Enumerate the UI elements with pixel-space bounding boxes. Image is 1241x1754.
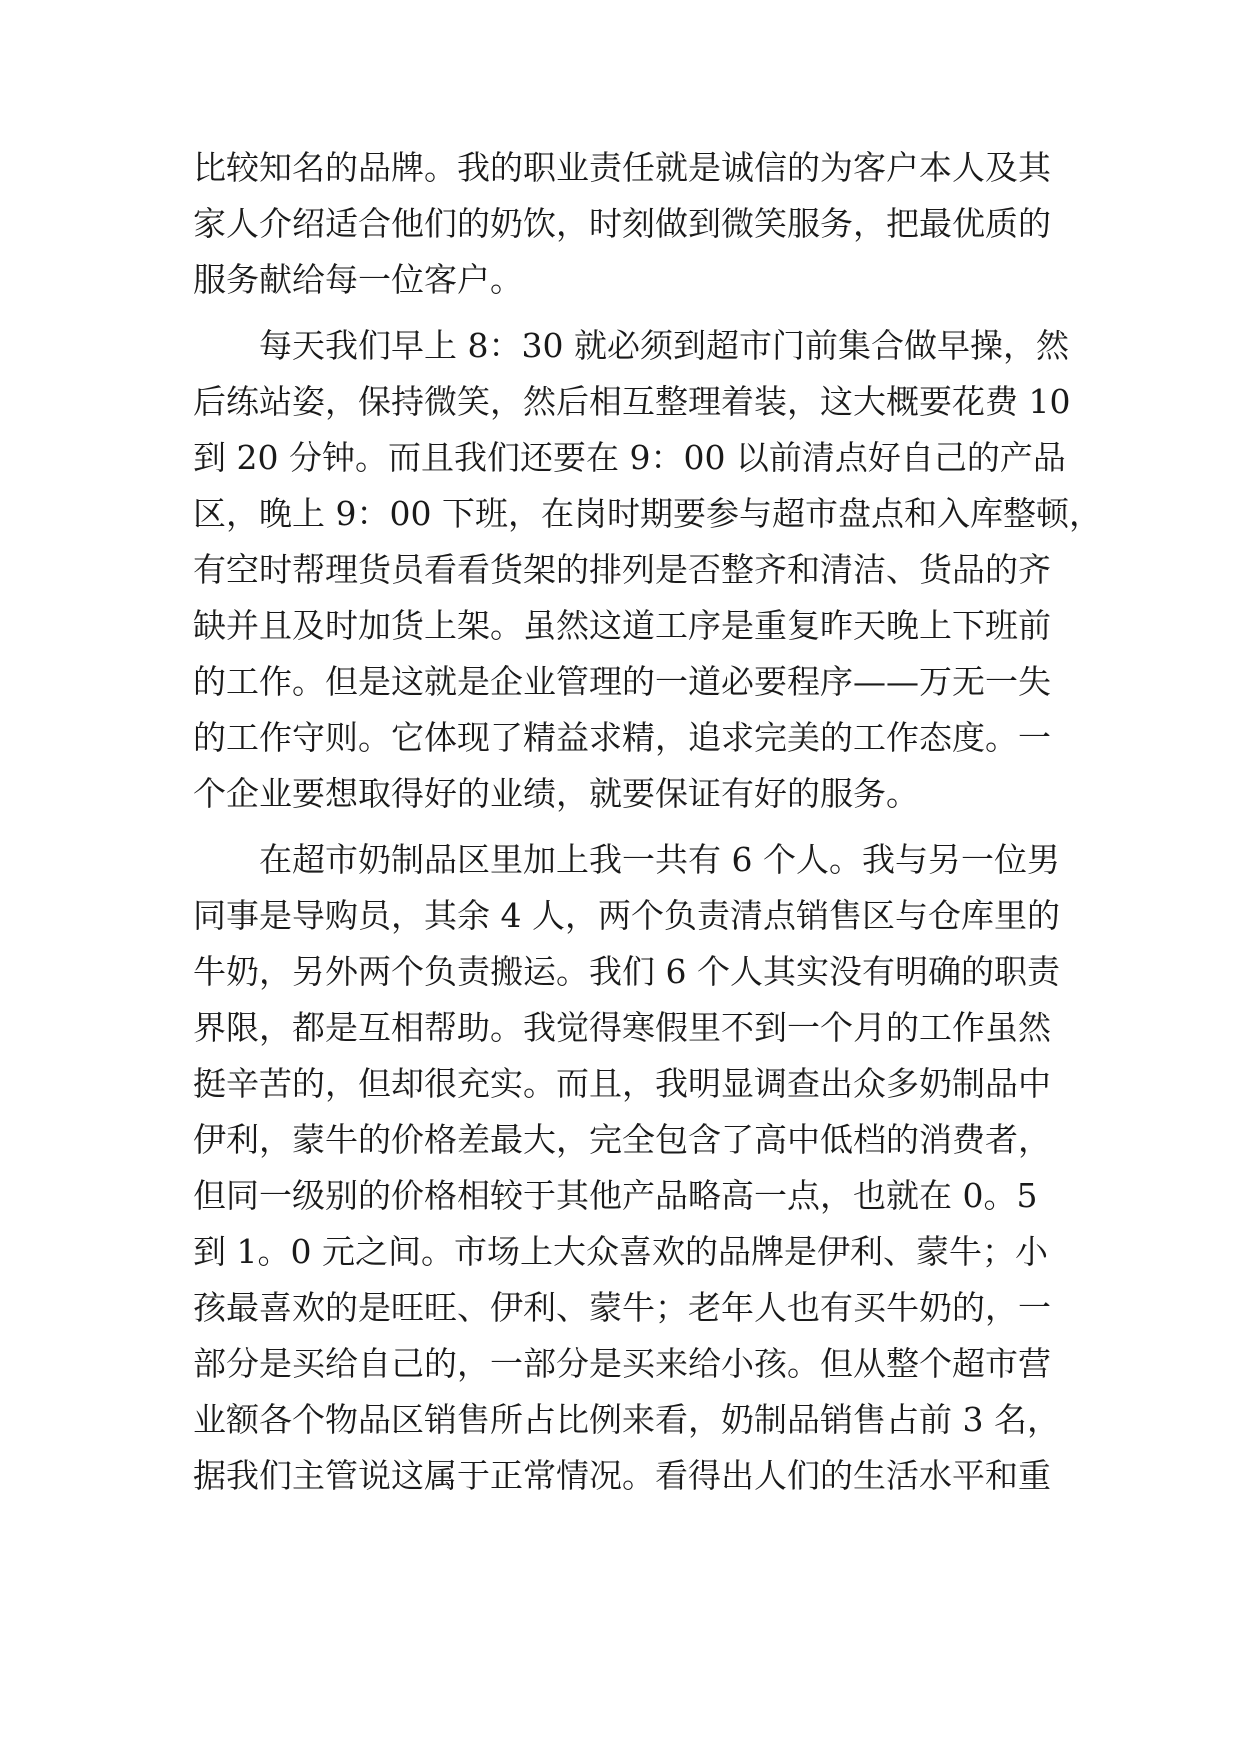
text-line: 比较知名的品牌。我的职业责任就是诚信的为客户本人及其 [193,148,1051,187]
text-line: 家人介绍适合他们的奶饮，时刻做到微笑服务，把最优质的 [193,204,1051,243]
paragraph-2 [193,318,1102,822]
text-line: 到 20 分钟。而且我们还要在 9：00 以前清点好自己的产品 [193,438,1066,477]
text-line: 到 1。0 元之间。市场上大众喜欢的品牌是伊利、蒙牛；小 [193,1232,1048,1271]
text-line: 牛奶，另外两个负责搬运。我们 6 个人其实没有明确的职责 [193,952,1060,991]
text-line: 部分是买给自己的，一部分是买来给小孩。但从整个超市营 [193,1344,1051,1383]
text-line: 孩最喜欢的是旺旺、伊利、蒙牛；老年人也有买牛奶的，一 [193,1288,1051,1327]
text-line: 同事是导购员，其余 4 人，两个负责清点销售区与仓库里的 [193,896,1060,935]
document-body [193,140,1102,1504]
paragraph-3 [193,832,1063,1504]
text-line: 每天我们早上 8：30 就必须到超市门前集合做早操，然 [259,326,1069,365]
text-line: 的工作守则。它体现了精益求精，追求完美的工作态度。一 [193,718,1051,757]
text-line: 伊利，蒙牛的价格差最大，完全包含了高中低档的消费者， [193,1120,1051,1159]
paragraph-1 [193,140,1063,308]
text-line: 缺并且及时加货上架。虽然这道工序是重复昨天晚上下班前 [193,606,1051,645]
text-line: 的工作。但是这就是企业管理的一道必要程序——万无一失 [193,662,1051,701]
text-line: 后练站姿，保持微笑，然后相互整理着装，这大概要花费 10 [193,382,1071,421]
text-line: 区，晚上 9：00 下班，在岗时期要参与超市盘点和入库整顿， [193,494,1102,533]
text-line: 有空时帮理货员看看货架的排列是否整齐和清洁、货品的齐 [193,550,1051,589]
text-line: 但同一级别的价格相较于其他产品略高一点，也就在 0。5 [193,1176,1038,1215]
text-line: 挺辛苦的，但却很充实。而且，我明显调查出众多奶制品中 [193,1064,1051,1103]
text-line: 服务献给每一位客户。 [193,260,523,299]
text-line: 界限，都是互相帮助。我觉得寒假里不到一个月的工作虽然 [193,1008,1051,1047]
text-line: 个企业要想取得好的业绩，就要保证有好的服务。 [193,774,919,813]
text-line: 在超市奶制品区里加上我一共有 6 个人。我与另一位男 [259,840,1060,879]
text-line: 据我们主管说这属于正常情况。看得出人们的生活水平和重 [193,1456,1051,1495]
text-line: 业额各个物品区销售所占比例来看，奶制品销售占前 3 名， [193,1400,1060,1439]
